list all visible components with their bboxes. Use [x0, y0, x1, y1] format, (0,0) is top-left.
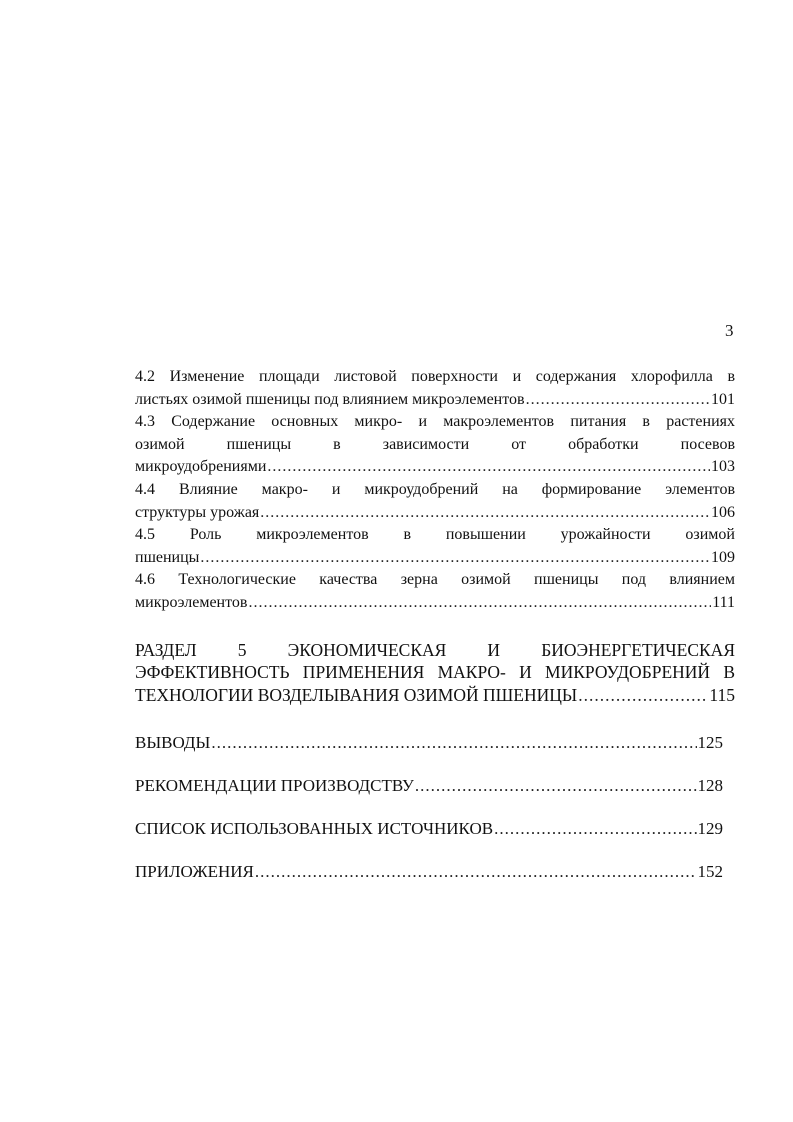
toc-heading-line: [135, 861, 723, 883]
toc-heading-line: [135, 732, 723, 754]
toc-entry-text: листьях озимой пшеницы под влиянием микроэлементов: [135, 390, 525, 408]
toc-section-line: ЭФФЕКТИВНОСТЬ ПРИМЕНЕНИЯ МАКРО- И МИКРОУДОБРЕНИЙ В: [135, 662, 735, 683]
toc-page-ref: 101: [711, 390, 735, 408]
dot-leader: [494, 818, 696, 840]
dot-leader: [248, 592, 711, 615]
toc-page-ref: 103: [711, 458, 735, 476]
toc-entry-last-line: [135, 547, 735, 570]
toc-heading-text: СПИСОК ИСПОЛЬЗОВАННЫХ ИСТОЧНИКОВ: [135, 819, 494, 839]
toc-entry-text: структуры урожая: [135, 503, 260, 521]
toc-entry-last-line: [135, 389, 735, 412]
toc-entry-line: 4.4 Влияние макро- и микроудобрений на формирование элементов: [135, 480, 735, 498]
toc-heading-line: [135, 818, 723, 840]
toc-section-5: [135, 639, 735, 707]
dot-leader: [211, 732, 696, 754]
dot-leader: [578, 684, 708, 707]
toc-page-ref: 129: [697, 819, 723, 839]
toc-heading-line: [135, 775, 723, 797]
toc-heading-references: [135, 818, 723, 840]
toc-entry-line: 4.6 Технологические качества зерна озимой пшеницы под влиянием: [135, 571, 735, 589]
toc-entry-4-6: [135, 569, 735, 614]
toc-heading-appendices: [135, 861, 723, 883]
toc-entry-text: микроэлементов: [135, 593, 248, 611]
toc-entry-4-5: [135, 524, 735, 569]
toc-page-ref: 128: [697, 776, 723, 796]
toc-heading-recommendations: [135, 775, 723, 797]
dot-leader: [200, 547, 710, 570]
toc-entry-last-line: [135, 456, 735, 479]
toc-page-ref: 115: [709, 684, 735, 705]
toc-page-ref: 106: [711, 503, 735, 521]
toc-heading-text: РЕКОМЕНДАЦИИ ПРОИЗВОДСТВУ: [135, 776, 414, 796]
dot-leader: [415, 775, 697, 797]
toc-heading-conclusions: [135, 732, 723, 754]
toc-entry-4-4: [135, 479, 735, 524]
toc-entry-text: пшеницы: [135, 548, 200, 566]
toc-page-ref: 111: [712, 593, 735, 611]
toc-page-ref: 152: [697, 862, 723, 882]
toc-entry-line: 4.3 Содержание основных микро- и макроэлементов питания в растениях: [135, 413, 735, 431]
toc-heading-text: ВЫВОДЫ: [135, 733, 211, 753]
toc-entry-line: 4.5 Роль микроэлементов в повышении урожайности озимой: [135, 526, 735, 544]
toc-entry-text: микроудобрениями: [135, 458, 267, 476]
toc-entry-last-line: [135, 502, 735, 525]
toc-section-text: ТЕХНОЛОГИИ ВОЗДЕЛЫВАНИЯ ОЗИМОЙ ПШЕНИЦЫ: [135, 684, 578, 705]
dot-leader: [255, 861, 697, 883]
toc-page-ref: 125: [697, 733, 723, 753]
toc-entry-4-3: [135, 411, 735, 479]
toc-entry-line: 4.2 Изменение площади листовой поверхности и содержания хлорофилла в: [135, 368, 735, 385]
page-number: 3: [725, 321, 734, 340]
toc-entry-line: озимой пшеницы в зависимости от обработки посевов: [135, 435, 735, 453]
toc-entry-last-line: [135, 592, 735, 615]
toc-section-last-line: [135, 684, 735, 707]
toc-heading-text: ПРИЛОЖЕНИЯ: [135, 862, 254, 882]
toc-section-line: РАЗДЕЛ 5 ЭКОНОМИЧЕСКАЯ И БИОЭНЕРГЕТИЧЕСКАЯ: [135, 639, 735, 660]
table-of-contents: [135, 366, 735, 883]
dot-leader: [260, 502, 710, 525]
toc-page-ref: 109: [711, 548, 735, 566]
dot-leader: [267, 456, 710, 479]
dot-leader: [526, 389, 710, 412]
toc-entry-4-2: [135, 366, 735, 411]
